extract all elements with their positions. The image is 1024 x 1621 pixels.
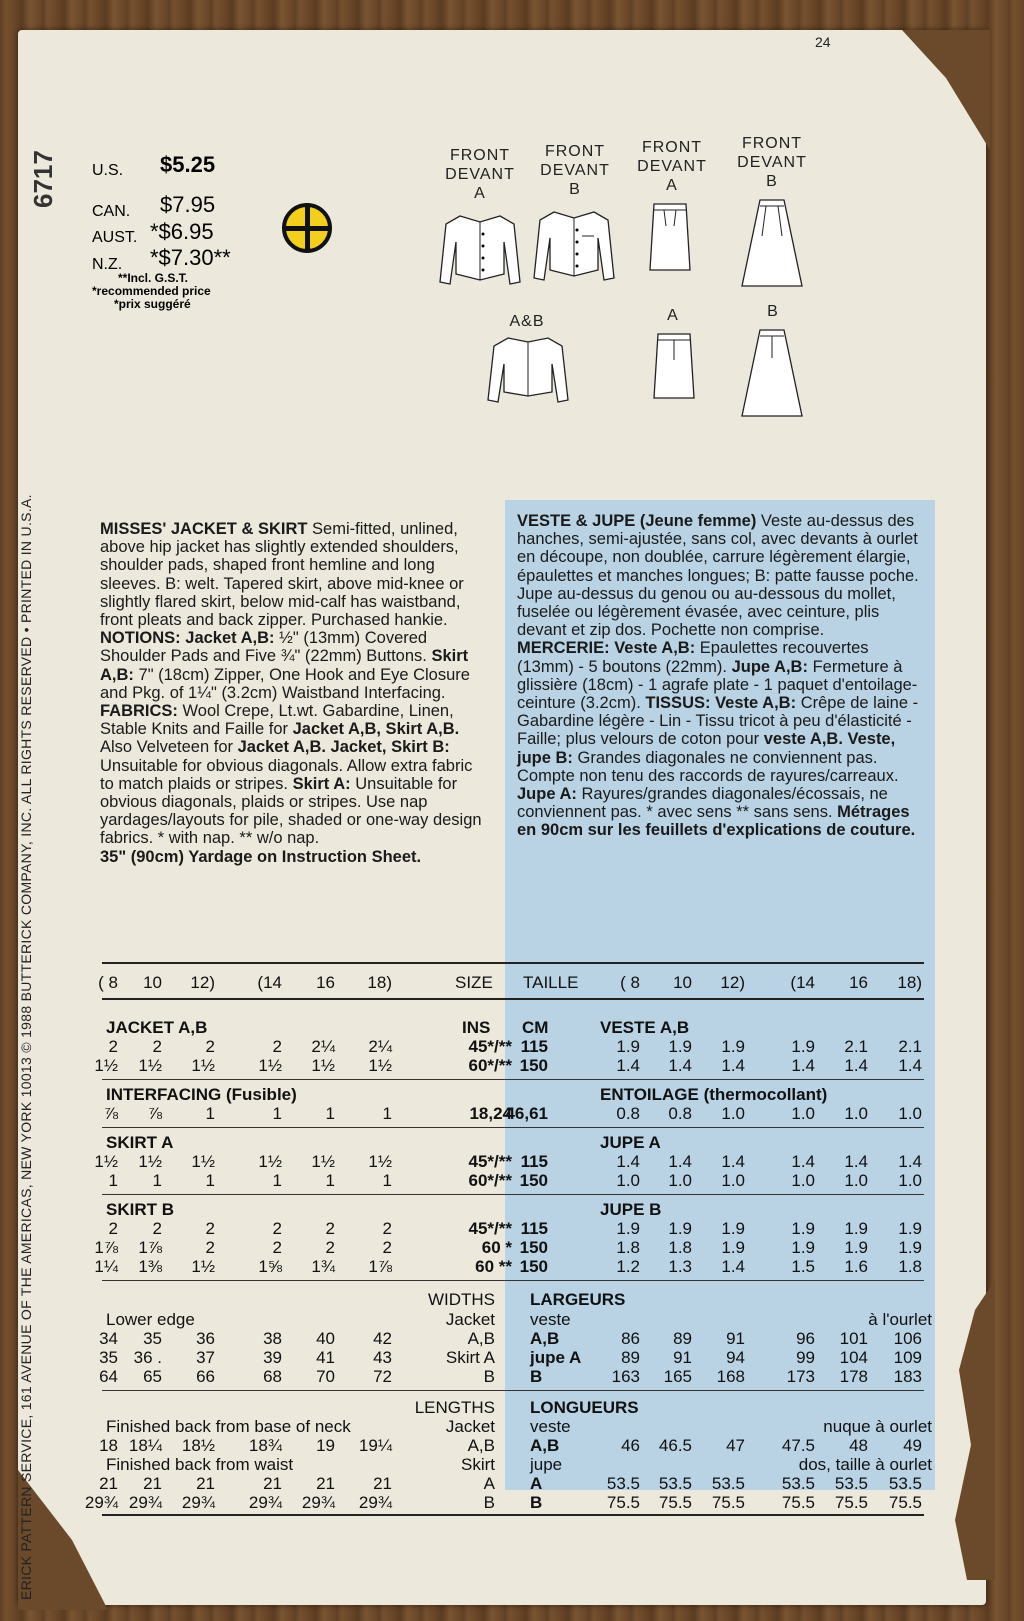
size-value-m: 1.9: [668, 1037, 692, 1056]
size-value-m: 1.4: [791, 1056, 815, 1075]
sketch-label-back-ab: A&B: [509, 313, 545, 330]
us-label: U.S.: [92, 162, 124, 179]
size-value-in: 2: [108, 1219, 118, 1238]
size-value-in: 1½: [94, 1152, 118, 1171]
longueurs-jupe-label: jupe: [530, 1455, 563, 1474]
tissus-label: TISSUS:: [645, 694, 711, 713]
section-title-fr: ENTOILAGE (thermocollant): [600, 1085, 828, 1104]
size-value-m: 1.3: [668, 1257, 692, 1276]
length-value-cm: 75.5: [606, 1493, 640, 1512]
size-header-right: (14: [790, 973, 815, 992]
length-value-cm: 75.5: [781, 1493, 815, 1512]
largeurs-veste-label: veste: [530, 1310, 571, 1329]
size-value-in: 1½: [368, 1152, 392, 1171]
lengths-row-label: A: [483, 1474, 495, 1493]
size-value-m: 1.4: [668, 1056, 692, 1075]
length-value-cm: 53.5: [888, 1474, 922, 1493]
largeurs-row-label: jupe A: [530, 1348, 582, 1367]
size-value-m: 1.9: [791, 1037, 815, 1056]
largeurs-row-label: A,B: [530, 1329, 560, 1348]
size-value-m: 1.4: [721, 1152, 745, 1171]
longueurs-row-label: A: [530, 1474, 543, 1493]
size-value-m: 1.0: [668, 1171, 692, 1190]
size-value-m: 1.0: [844, 1171, 868, 1190]
fabric-width-in: 45*/**: [468, 1037, 512, 1056]
table-rule: [102, 1390, 924, 1391]
width-value-cm: 99: [796, 1348, 815, 1367]
width-value-in: 72: [373, 1367, 392, 1386]
size-value-m: 1.4: [668, 1152, 692, 1171]
size-header-right: 16: [849, 973, 868, 992]
size-value-m: 1.9: [616, 1219, 640, 1238]
aust-price: *$6.95: [150, 219, 214, 244]
size-value-in: 1⅜: [138, 1257, 162, 1276]
longueurs-row-label: A,B: [530, 1436, 560, 1455]
size-value-in: 1: [382, 1104, 392, 1123]
side-publisher-text: ERICK PATTERN SERVICE, 161 AVENUE OF THE AMERICAS, NEW YORK 10013 © 1988 BUTTERICK COMPANY, INC. ALL RIGHTS RESERVED • PRINTED IN U.S.A.: [18, 494, 34, 1600]
size-value-in: 1½: [258, 1056, 282, 1075]
price-note-gst: **Incl. G.S.T.: [118, 271, 189, 285]
size-value-in: 2¼: [311, 1037, 335, 1056]
fabric-width-cm: 115: [520, 1037, 548, 1056]
size-value-m: 1.9: [791, 1219, 815, 1238]
length-value-in: 29¾: [181, 1493, 215, 1512]
size-value-m: 1.9: [721, 1219, 745, 1238]
can-label: CAN.: [92, 203, 131, 220]
width-value-in: 35: [99, 1348, 118, 1367]
length-value-in: 18¼: [128, 1436, 162, 1455]
size-value-m: 1.9: [898, 1219, 922, 1238]
english-title: MISSES' JACKET & SKIRT: [100, 520, 308, 538]
fabrics-bold-3: Skirt A:: [292, 774, 351, 793]
widths-row-label: B: [483, 1367, 495, 1386]
fabrics-bold-1: Jacket A,B, Skirt A,B.: [292, 720, 460, 739]
section-title-fr: JUPE A: [600, 1133, 661, 1152]
length-value-cm: 53.5: [711, 1474, 745, 1493]
size-value-in: 1⅞: [368, 1257, 392, 1276]
length-value-cm: 53.5: [606, 1474, 640, 1493]
size-value-in: 2: [152, 1219, 162, 1238]
width-value-in: 34: [99, 1329, 118, 1348]
size-value-m: 1.9: [791, 1238, 815, 1257]
can-price: $7.95: [160, 192, 216, 217]
us-price: $5.25: [160, 152, 216, 177]
size-value-m: 1.9: [668, 1219, 692, 1238]
width-value-cm: 109: [893, 1348, 922, 1367]
taille-label: TAILLE: [523, 973, 579, 992]
pattern-number: 6717: [28, 150, 58, 208]
length-value-in: 18: [99, 1436, 118, 1455]
width-value-in: 43: [373, 1348, 392, 1367]
sketch-label-jacket-b: FRONT DEVANT B: [540, 143, 610, 198]
section-title-en: SKIRT B: [106, 1200, 174, 1219]
size-value-in: 1: [272, 1104, 282, 1123]
table-rule: [102, 1079, 924, 1080]
length-value-in: 18½: [181, 1436, 215, 1455]
a-lourlet-label: à l'ourlet: [868, 1310, 932, 1329]
mercerie-jupe-label: Jupe A,B:: [731, 657, 808, 676]
widths-label: WIDTHS: [427, 1290, 495, 1309]
tissus-text-1: Crêpe de laine - Gabardine légère - Lin - Tissu tricot à peu d'élasticité - Faille; plus velours de coton pour: [517, 694, 919, 749]
section-title-en: JACKET A,B: [106, 1018, 208, 1037]
length-value-in: 21: [99, 1474, 118, 1493]
size-value-in: 1¾: [311, 1257, 335, 1276]
size-value-m: 1.4: [898, 1056, 922, 1075]
size-value-m: 1.9: [616, 1037, 640, 1056]
size-value-in: 1⅞: [94, 1238, 118, 1257]
size-header-left: 12): [190, 973, 215, 992]
finished-neck-label: Finished back from base of neck: [106, 1417, 351, 1436]
mercerie-label: MERCERIE:: [517, 639, 610, 658]
size-header-left: 16: [316, 973, 335, 992]
nz-price: *$7.30**: [150, 245, 231, 270]
size-value-in: 1: [205, 1171, 215, 1190]
width-value-cm: 183: [893, 1367, 922, 1386]
size-value-m: 1.0: [721, 1171, 745, 1190]
notions-skirt-label: Skirt A,B:: [100, 647, 469, 684]
size-value-m: 1.9: [898, 1238, 922, 1257]
lengths-row-label: B: [483, 1493, 495, 1512]
widths-row-label: Skirt A: [445, 1348, 495, 1367]
section-title-en: INTERFACING (Fusible): [106, 1085, 297, 1104]
widths-row-label: A,B: [467, 1329, 495, 1348]
size-value-m: 1.4: [844, 1152, 868, 1171]
tissus-bold-3: Jupe A:: [517, 785, 577, 804]
size-value-m: 1.9: [844, 1219, 868, 1238]
size-value-m: 1.4: [721, 1056, 745, 1075]
length-value-in: 21: [196, 1474, 215, 1493]
size-value-m: 1.0: [844, 1104, 868, 1123]
width-value-in: 35: [143, 1329, 162, 1348]
length-value-cm: 53.5: [658, 1474, 692, 1493]
size-value-m: 1.4: [791, 1152, 815, 1171]
size-value-in: 1: [108, 1171, 118, 1190]
price-note-suggere: *prix suggéré: [114, 297, 191, 311]
width-value-cm: 89: [621, 1348, 640, 1367]
size-value-in: 1: [325, 1171, 335, 1190]
price-note-recommended: *recommended price: [92, 284, 211, 298]
length-value-cm: 48: [849, 1436, 868, 1455]
size-value-in: 2¼: [368, 1037, 392, 1056]
size-value-m: 1.9: [721, 1238, 745, 1257]
width-value-in: 66: [196, 1367, 215, 1386]
size-header-left: 18): [367, 973, 392, 992]
width-value-cm: 168: [716, 1367, 745, 1386]
length-value-cm: 49: [903, 1436, 922, 1455]
length-value-in: 21: [373, 1474, 392, 1493]
width-value-cm: 91: [673, 1348, 692, 1367]
width-value-cm: 89: [673, 1329, 692, 1348]
width-value-cm: 96: [796, 1329, 815, 1348]
sketch-label-back-b: B: [767, 303, 779, 320]
nz-label: N.Z.: [92, 256, 123, 273]
tissus-text-2: Grandes diagonales ne conviennent pas. Compte non tenu des raccords de rayures/carreaux.: [517, 748, 899, 785]
size-value-m: 1.5: [791, 1257, 815, 1276]
longueurs-row-label: B: [530, 1493, 543, 1512]
size-value-m: 1.8: [898, 1257, 922, 1276]
width-value-cm: 94: [726, 1348, 745, 1367]
yardage-note: 35" (90cm) Yardage on Instruction Sheet.: [100, 847, 422, 866]
length-value-cm: 75.5: [888, 1493, 922, 1512]
size-value-m: 1.0: [791, 1171, 815, 1190]
lengths-row-label: A,B: [467, 1436, 495, 1455]
size-value-in: 1½: [138, 1152, 162, 1171]
width-value-in: 42: [373, 1329, 392, 1348]
length-value-in: 29¾: [358, 1493, 392, 1512]
size-value-m: 1.9: [721, 1037, 745, 1056]
size-value-m: 0.8: [668, 1104, 692, 1123]
notions-label: NOTIONS:: [100, 629, 181, 648]
metrages-note: Métrages en 90cm sur les feuillets d'explications de couture.: [517, 803, 916, 840]
width-value-cm: 104: [839, 1348, 868, 1367]
size-value-m: 0.8: [616, 1104, 640, 1123]
width-value-in: 36: [196, 1329, 215, 1348]
size-value-m: 1.0: [791, 1104, 815, 1123]
width-value-in: 68: [263, 1367, 282, 1386]
length-value-cm: 46.5: [658, 1436, 692, 1455]
width-value-in: 65: [143, 1367, 162, 1386]
length-value-in: 19: [316, 1436, 335, 1455]
size-value-in: 1¼: [94, 1257, 118, 1276]
size-value-m: 1.4: [616, 1152, 640, 1171]
size-value-m: 1.6: [844, 1257, 868, 1276]
section-title-fr: JUPE B: [600, 1200, 662, 1219]
longueurs-veste-label: veste: [530, 1417, 571, 1436]
size-value-in: 2: [272, 1037, 282, 1056]
french-title: VESTE & JUPE (Jeune femme): [517, 512, 757, 530]
size-value-in: 1: [382, 1171, 392, 1190]
width-value-cm: 165: [663, 1367, 692, 1386]
size-value-m: 1.8: [616, 1238, 640, 1257]
size-value-in: 1: [272, 1171, 282, 1190]
width-value-in: 41: [316, 1348, 335, 1367]
size-value-in: 1: [152, 1171, 162, 1190]
fabric-width-in: 45*/**: [468, 1219, 512, 1238]
fabrics-text: Wool Crepe, Lt.wt. Gabardine, Linen, Stable Knits and Faille for: [100, 702, 454, 739]
size-value-in: 1½: [138, 1056, 162, 1075]
aust-label: AUST.: [92, 229, 138, 246]
largeurs-row-label: B: [530, 1367, 543, 1386]
width-value-in: 70: [316, 1367, 335, 1386]
length-value-in: 21: [143, 1474, 162, 1493]
size-value-in: 2: [152, 1037, 162, 1056]
fabric-width-cm: 115: [520, 1219, 548, 1238]
size-value-m: 1.0: [898, 1104, 922, 1123]
width-value-in: 64: [99, 1367, 118, 1386]
size-header-left: ( 8: [98, 973, 118, 992]
size-value-m: 1.0: [898, 1171, 922, 1190]
size-value-in: 2: [272, 1238, 282, 1257]
width-value-cm: 163: [611, 1367, 640, 1386]
longueurs-label: LONGUEURS: [530, 1398, 639, 1417]
length-value-cm: 47.5: [781, 1436, 815, 1455]
lengths-label: LENGTHS: [414, 1398, 495, 1417]
size-value-in: 1½: [191, 1056, 215, 1075]
size-value-m: 2.1: [844, 1037, 868, 1056]
table-rule: [102, 1127, 924, 1128]
size-value-m: 1.8: [668, 1238, 692, 1257]
size-value-in: ⅞: [147, 1104, 162, 1123]
size-value-in: 1: [205, 1104, 215, 1123]
size-value-m: 1.4: [844, 1056, 868, 1075]
ins-label: INS: [462, 1018, 491, 1037]
fabric-width-in: 45*/**: [468, 1152, 512, 1171]
sketch-label-jacket-a: FRONT DEVANT A: [445, 147, 515, 202]
cm-label: CM: [522, 1018, 549, 1037]
size-value-in: 2: [205, 1219, 215, 1238]
size-label: SIZE: [455, 973, 493, 992]
largeurs-label: LARGEURS: [530, 1290, 626, 1309]
fabric-width-cm: 150: [519, 1238, 548, 1257]
length-value-in: 29¾: [128, 1493, 162, 1512]
size-value-in: 1½: [311, 1152, 335, 1171]
notions-jacket-label: Jacket A,B:: [185, 629, 275, 648]
size-value-in: 1⅞: [138, 1238, 162, 1257]
size-value-in: 2: [325, 1238, 335, 1257]
table-rule: [102, 1280, 924, 1281]
width-value-in: 36 .: [133, 1348, 162, 1367]
notions-skirt: 7" (18cm) Zipper, One Hook and Eye Closure and Pkg. of 1¼" (3.2cm) Waistband Interfacing.: [100, 665, 470, 702]
width-value-in: 39: [263, 1348, 282, 1367]
size-value-in: 2: [272, 1219, 282, 1238]
tissus-bold-1: Veste A,B:: [715, 694, 797, 713]
size-value-in: 2: [108, 1037, 118, 1056]
size-value-in: 1½: [368, 1056, 392, 1075]
fabrics-label: FABRICS:: [100, 702, 178, 721]
size-value-in: 1½: [191, 1152, 215, 1171]
size-value-in: ⅞: [103, 1104, 118, 1123]
size-value-m: 1.0: [721, 1104, 745, 1123]
size-value-m: 1.0: [616, 1171, 640, 1190]
size-value-m: 1.2: [616, 1257, 640, 1276]
lower-edge-label: Lower edge: [106, 1310, 195, 1329]
length-value-in: 19¼: [358, 1436, 392, 1455]
size-value-in: 2: [205, 1238, 215, 1257]
size-value-m: 1.4: [616, 1056, 640, 1075]
section-title-fr: VESTE A,B: [600, 1018, 690, 1037]
length-value-cm: 47: [726, 1436, 745, 1455]
size-header-right: 10: [673, 973, 692, 992]
notions-jacket: ½" (13mm) Covered Shoulder Pads and Five ¾" (22mm) Buttons.: [100, 629, 428, 666]
length-value-cm: 75.5: [658, 1493, 692, 1512]
fabric-width-in: 60 **: [475, 1257, 512, 1276]
size-value-in: 1⅝: [258, 1257, 282, 1276]
fabric-width-in: 18,24: [469, 1104, 512, 1123]
fabric-width-cm: 46,61: [505, 1104, 548, 1123]
lengths-skirt-label: Skirt: [461, 1455, 495, 1474]
fabrics-bold-2: Jacket A,B. Jacket, Skirt B:: [237, 738, 450, 757]
widths-jacket-label: Jacket: [445, 1310, 495, 1329]
table-rule: [102, 998, 924, 1000]
width-value-in: 40: [316, 1329, 335, 1348]
section-title-en: SKIRT A: [106, 1133, 174, 1152]
mercerie-veste-label: Veste A,B:: [614, 639, 696, 658]
size-value-in: 2: [382, 1238, 392, 1257]
length-value-in: 18¾: [248, 1436, 282, 1455]
fabrics-text-2: Also Velveteen for: [100, 738, 233, 757]
size-value-in: 2: [325, 1219, 335, 1238]
size-header-right: 18): [897, 973, 922, 992]
table-rule: [102, 1194, 924, 1195]
tissus-text-3: Rayures/grandes diagonales/écossais, ne conviennent pas. * avec sens ** sans sens.: [517, 785, 888, 822]
length-value-in: 29¾: [248, 1493, 282, 1512]
tissus-bold-2: veste A,B. Veste, jupe B:: [517, 730, 896, 767]
fabrics-text-4: Unsuitable for obvious diagonals, plaids or stripes. Use nap yardages/layouts for pile, shaded or one-way design fabrics. * with nap. ** w/o nap.: [100, 774, 482, 848]
corner-number: 24: [815, 34, 831, 50]
table-rule: [102, 1514, 924, 1516]
finished-waist-label: Finished back from waist: [106, 1455, 294, 1474]
width-value-cm: 91: [726, 1329, 745, 1348]
lengths-jacket-label: Jacket: [445, 1417, 495, 1436]
width-value-cm: 86: [621, 1329, 640, 1348]
size-value-in: 1½: [311, 1056, 335, 1075]
mercerie-jupe: Fermeture à glissière (18cm) - 1 agrafe plate - 1 paquet d'entoilage-ceinture (3.2cm).: [517, 657, 918, 713]
width-value-cm: 178: [839, 1367, 868, 1386]
fabric-width-in: 60 *: [481, 1238, 512, 1257]
length-value-in: 21: [263, 1474, 282, 1493]
sketch-label-skirt-a: FRONT DEVANT A: [637, 139, 707, 194]
size-value-in: 1: [325, 1104, 335, 1123]
length-value-in: 29¾: [84, 1493, 118, 1512]
size-header-right: 12): [720, 973, 745, 992]
fabric-width-in: 60*/**: [468, 1056, 512, 1075]
size-value-m: 1.4: [721, 1257, 745, 1276]
width-value-cm: 106: [893, 1329, 922, 1348]
size-value-in: 1½: [94, 1056, 118, 1075]
length-value-cm: 75.5: [711, 1493, 745, 1512]
length-value-in: 29¾: [301, 1493, 335, 1512]
size-value-in: 2: [205, 1037, 215, 1056]
size-value-in: 1½: [258, 1152, 282, 1171]
french-desc: Veste au-dessus des hanches, semi-ajustée, sans col, avec devants à ourlet en découpe, non doublée, carrure légèrement élargie, épaulettes et manches longues; B: patte fausse poche. Jupe au-dessus du genou ou au-dessous du mollet, fuselée ou légèrement évasée, avec ceinture, plis devant et zip dos. Pochette non comprise.: [517, 512, 919, 640]
size-header-left: 10: [143, 973, 162, 992]
fabric-width-in: 60*/**: [468, 1171, 512, 1190]
width-value-cm: 101: [839, 1329, 868, 1348]
fabric-width-cm: 150: [519, 1257, 548, 1276]
sketch-label-skirt-b: FRONT DEVANT B: [737, 135, 807, 190]
length-value-cm: 46: [621, 1436, 640, 1455]
width-value-in: 38: [263, 1329, 282, 1348]
size-header-right: ( 8: [620, 973, 640, 992]
fabric-width-cm: 115: [520, 1152, 548, 1171]
size-value-m: 1.4: [898, 1152, 922, 1171]
width-value-in: 37: [196, 1348, 215, 1367]
mercerie-veste: Epaulettes recouvertes (13mm) - 5 boutons (22mm).: [517, 639, 869, 676]
length-value-cm: 53.5: [834, 1474, 868, 1493]
dos-label: dos, taille à ourlet: [798, 1455, 932, 1474]
width-value-cm: 173: [786, 1367, 815, 1386]
size-value-in: 2: [382, 1219, 392, 1238]
fabric-width-cm: 150: [519, 1171, 548, 1190]
fabric-width-cm: 150: [519, 1056, 548, 1075]
fabrics-text-3: Unsuitable for obvious diagonals. Allow extra fabric to match plaids or stripes.: [100, 756, 473, 793]
table-rule: [102, 962, 924, 964]
length-value-cm: 53.5: [781, 1474, 815, 1493]
sketch-label-back-a: A: [667, 307, 679, 324]
english-desc: Semi-fitted, unlined, above hip jacket has slightly extended shoulders, shoulder pads, shaped front hemline and long sleeves. B: welt. Tapered skirt, above mid-knee or slightly flared skirt, below mid-calf has waistband, front pleats and back zipper. Purchased hankie.: [100, 520, 464, 630]
size-value-m: 1.9: [844, 1238, 868, 1257]
nuque-label: nuque à ourlet: [823, 1417, 932, 1436]
length-value-cm: 75.5: [834, 1493, 868, 1512]
length-value-in: 21: [316, 1474, 335, 1493]
size-header-left: (14: [257, 973, 282, 992]
size-value-in: 1½: [191, 1257, 215, 1276]
size-value-m: 2.1: [898, 1037, 922, 1056]
